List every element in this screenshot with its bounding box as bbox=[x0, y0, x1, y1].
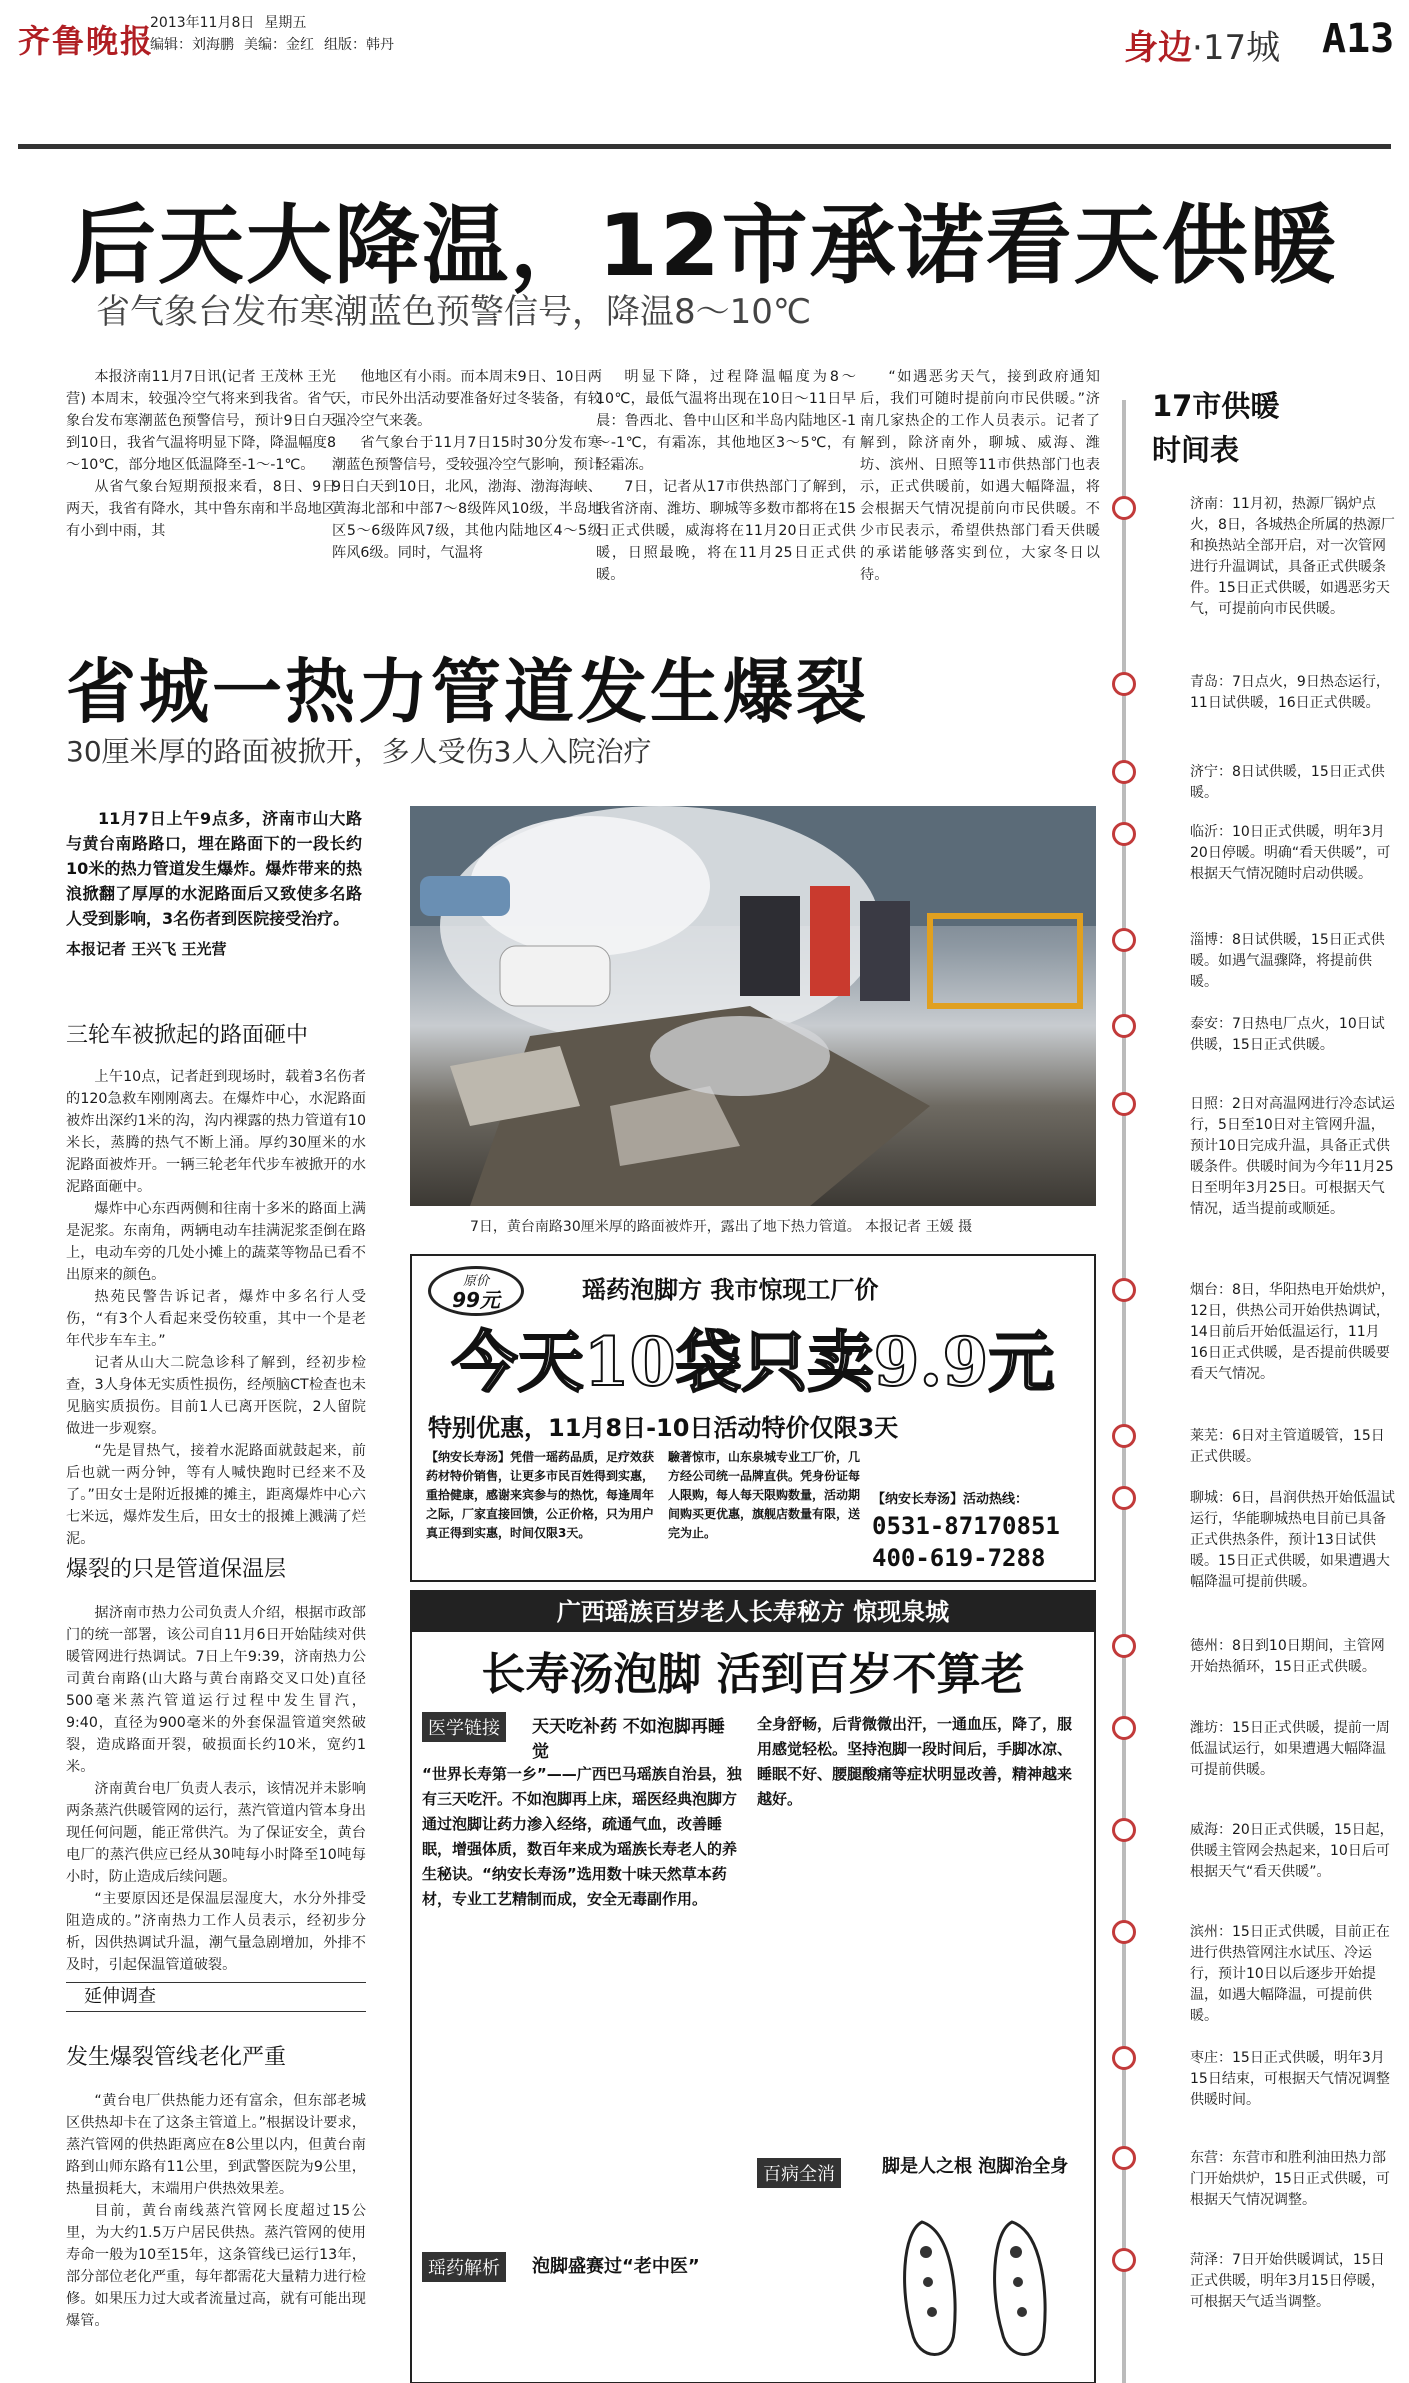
ad1-hotline-label: 【纳安长寿汤】活动热线： bbox=[872, 1492, 1029, 1507]
paragraph: 省气象台于11月7日15时30分发布寒潮蓝色预警信号，受较强冷空气影响，预计9日白天到10日，北风，渤海、渤海海峡、黄海北部和中部7～8级阵风10级，半岛地区5～6级阵风7级，其他内陆地区4～5级阵风6级。同时，气温将 bbox=[332, 435, 602, 561]
photo-scene bbox=[410, 806, 1096, 1206]
timeline-rail bbox=[1122, 400, 1126, 2383]
timeline-dot bbox=[1112, 672, 1136, 696]
paragraph: 热苑民警告诉记者，爆炸中多名行人受伤，“有3个人看起来受伤较重，其中一个是老年代步车车主。” bbox=[66, 1289, 366, 1349]
timeline-entry-dongying: 东营：东营市和胜利油田热力部门开始烘炉，15日正式供暖，可根据天气情况调整。 bbox=[1190, 2150, 1390, 2208]
timeline-dot bbox=[1112, 1278, 1136, 1302]
story1-column-4 bbox=[860, 366, 1100, 586]
newspaper-logo: 齐鲁晚报 bbox=[18, 22, 155, 60]
paragraph: “主要原因还是保温层湿度大，水分外排受阻造成的。”济南热力工作人员表示，经初步分析，因供热调试升温，潮气量急剧增加，外排不及时，引起保温管道破裂。 bbox=[66, 1891, 366, 1973]
timeline-entry-rizhao: 日照：2日对高温网进行冷态试运行，5日至10日对主管网升温，预计10日完成升温，具备正式供暖条件。供暖时间为今年11月25日至明年3月25日。可根据天气情况，适当提前或顺延。 bbox=[1190, 1096, 1395, 1217]
foot-icon bbox=[882, 2212, 1082, 2372]
story1-column-3 bbox=[596, 366, 856, 586]
timeline-dot bbox=[1112, 1634, 1136, 1658]
timeline-entry-jinan: 济南：11月初，热源厂锅炉点火，8日，各城热企所属的热源厂和换热站全部开启，对一次管网进行升温调试，具备正式供暖条件。15日正式供暖，如遇恶劣天气，可提前向市民供暖。 bbox=[1190, 496, 1395, 617]
paragraph: 他地区有小雨。而本周末9日、10日两天，市民外出活动要准备好过冬装备，有较强冷空气来袭。 bbox=[332, 369, 602, 429]
timeline-entry-laiwu: 莱芜：6日对主管道暖管，15日正式供暖。 bbox=[1190, 1428, 1385, 1465]
ad2-tag-analysis: 瑶药解析 bbox=[422, 2252, 506, 2282]
timeline-entry-zaozhuang: 枣庄：15日正式供暖，明年3月15日结束，可根据天气情况调整供暖时间。 bbox=[1190, 2050, 1390, 2108]
story1-subtitle: 省气象台发布寒潮蓝色预警信号，降温8～10℃ bbox=[96, 292, 812, 332]
timeline-dot bbox=[1112, 1092, 1136, 1116]
section-separator: · bbox=[1192, 28, 1203, 68]
story2-headline: 省城一热力管道发生爆裂 bbox=[66, 651, 869, 733]
story1-column-1 bbox=[66, 366, 336, 542]
paragraph: 7日，记者从17市供热部门了解到，我省济南、潍坊、聊城等多数市都将在15日正式供暖，威海将在11月20日正式供暖，日照最晚，将在11月25日正式供暖。 bbox=[596, 479, 856, 583]
subhead-tricycle: 三轮车被掀起的路面砸中 bbox=[66, 1023, 309, 1048]
story2-body-1 bbox=[66, 1066, 366, 1550]
ad1-brand-line: 瑶药泡脚方 我市惊现工厂价 bbox=[582, 1276, 879, 1304]
paragraph: “如遇恶劣天气，接到政府通知后，我们可随时提前向市民供暖。”济南几家热企的工作人员表示。记者了解到，除济南外，聊城、威海、潍坊、滨州、日照等11市供热部门也表示，正式供暖前，如遇大幅降温，将会根据天气情况提前向市民供暖。不少市民表示，希望供热部门看天供暖的承诺能够落实到位，大家冬日以待。 bbox=[860, 369, 1100, 583]
timeline-dot bbox=[1112, 496, 1136, 520]
ad1-text-mid: 驗著惊市，山东泉城专业工厂价，几方经公司统一品牌直供。凭身份证每人限购，每人每天限购数量，活动期间购买更优惠，旗舰店数量有限，送完为止。 bbox=[668, 1450, 861, 1540]
issue-weekday: 星期五 bbox=[264, 15, 307, 31]
masthead-rule bbox=[18, 144, 1391, 149]
story2-body-3 bbox=[66, 2090, 366, 2332]
story2-body-2 bbox=[66, 1602, 366, 1976]
art-credit: 美编：金红 bbox=[244, 37, 314, 53]
layout-credit: 组版：韩丹 bbox=[324, 37, 394, 53]
paragraph: 记者从山大二院急诊科了解到，经初步检查，3人身体无实质性损伤，经颅脑CT检查也未见脑实质损伤。目前1人已离开医院，2人留院做进一步观察。 bbox=[66, 1355, 366, 1437]
ad1-phone-1: 0531-87170851 bbox=[872, 1512, 1060, 1540]
story2-byline: 本报记者 王兴飞 王光营 bbox=[66, 940, 227, 958]
section-label bbox=[1124, 20, 1280, 69]
timeline-entry-jining: 济宁：8日试供暖，15日正式供暖。 bbox=[1190, 764, 1385, 801]
ad2-kicker: 广西瑶族百岁老人长寿秘方 惊现泉城 bbox=[412, 1592, 1094, 1632]
timeline-dot bbox=[1112, 1424, 1136, 1448]
timeline-entry-binzhou: 滨州：15日正式供暖，目前正在进行供热管网注水试压、冷运行，预计10日以后逐步开始提温，如遇大幅降温，可提前供暖。 bbox=[1190, 1924, 1390, 2024]
timeline-entry-dezhou: 德州：8日到10日期间，主管网开始热循环，15日正式供暖。 bbox=[1190, 1638, 1385, 1675]
timeline-entry-linyi: 临沂：10日正式供暖，明年3月20日停暖。明确“看天供暖”，可根据天气情况随时启动供暖。 bbox=[1190, 824, 1391, 882]
timeline-dot bbox=[1112, 1818, 1136, 1842]
advertisement-longevity-soup bbox=[410, 1590, 1096, 2383]
paragraph: “黄台电厂供热能力还有富余，但东部老城区供热却卡在了这条主管道上。”根据设计要求，蒸汽管网的供热距离应在8公里以内，但黄台南路到山师东路有11公里，到武警医院为9公里，热量损耗大，末端用户供热效果差。 bbox=[66, 2093, 366, 2197]
ad2-tag-analysis-text: 泡脚盛赛过“老中医” bbox=[532, 2256, 700, 2277]
follow-up-label: 延伸调查 bbox=[66, 1982, 366, 2012]
ad1-text-left: 【纳安长寿汤】凭借一瑶药品质，足疗效获药材特价销售，让更多市民百姓得到实惠，重拾健康，感谢来宾参与的热忱，每逢周年之际，厂家直接回馈，公正价格，只为用户真正得到实惠，时间仅限3天。 bbox=[426, 1450, 655, 1540]
editor-credit: 编辑：刘海鹏 bbox=[150, 37, 234, 53]
issue-meta bbox=[150, 12, 404, 56]
timeline-dot bbox=[1112, 1920, 1136, 1944]
paragraph: 爆炸中心东西两侧和往南十多米的路面上满是泥浆。东南角，两辆电动车挂满泥浆歪倒在路上，电动车旁的几处小摊上的蔬菜等物品已看不出原来的颜色。 bbox=[66, 1201, 366, 1283]
ad2-body-right: 全身舒畅，后背微微出汗，一通血压，降了，服用感觉轻松。坚持泡脚一段时间后，手脚冰凉、睡眠不好、腰腿酸痛等症状明显改善，精神越来越好。 bbox=[757, 1715, 1073, 1808]
timeline-entry-taian: 泰安：7日热电厂点火，10日试供暖，15日正式供暖。 bbox=[1190, 1016, 1385, 1053]
badge-label: 原价 bbox=[462, 1274, 489, 1289]
ad2-tag-medical-text: 天天吃补药 不如泡脚再睡觉 bbox=[532, 1717, 725, 1762]
paragraph: 目前，黄台南线蒸汽管网长度超过15公里，为大约1.5万户居民供热。蒸汽管网的使用寿命一般为10至15年，这条管线已运行13年，部分部位老化严重，每年都需花大量精力进行检修。如果压力过大或者流量过高，就有可能出现爆管。 bbox=[66, 2203, 366, 2329]
timeline-dot bbox=[1112, 928, 1136, 952]
ad2-tag-cure-text: 脚是人之根 泡脚治全身 bbox=[882, 2156, 1069, 2177]
ad1-special-offer: 特别优惠，11月8日-10日活动特价仅限3天 bbox=[428, 1414, 899, 1442]
timeline-dot bbox=[1112, 822, 1136, 846]
paragraph: 本报济南11月7日讯(记者 王茂林 王光营) 本周末，较强冷空气将来到我省。省气象台发布寒潮蓝色预警信号，预计9日白天到10日，我省气温将明显下降，降温幅度8～10℃，部分地区低温降至-1～-1℃。 bbox=[66, 369, 336, 473]
subhead-aging-pipes: 发生爆裂管线老化严重 bbox=[66, 2045, 287, 2070]
foot-reflexology-chart bbox=[882, 2212, 1082, 2372]
paragraph: 上午10点，记者赶到现场时，载着3名伤者的120急救车刚刚离去。在爆炸中心，水泥路面被炸出深约1米的沟，沟内裸露的热力管道有10米长，蒸腾的热气不断上涌。厚约30厘米的水泥路面被炸开。一辆三轮老年代步车被掀开的水泥路面砸中。 bbox=[66, 1069, 366, 1195]
paragraph: 据济南市热力公司负责人介绍，根据市政部门的统一部署，该公司自11月6日开始陆续对供暖管网进行热调试。7日上午9:39，济南热力公司黄台南路(山大路与黄台南路交叉口处)直径500毫米蒸汽管道运行过程中发生冒汽，9:40，直径为900毫米的外套保温管道突然破裂，造成路面开裂，破损面长约10米，宽约1米。 bbox=[66, 1605, 366, 1775]
timeline-entry-heze: 菏泽：7日开始供暖调试，15日正式供暖，明年3月15日停暖，可根据天气适当调整。 bbox=[1190, 2252, 1385, 2310]
timeline-dot bbox=[1112, 2248, 1136, 2272]
timeline-dot bbox=[1112, 2146, 1136, 2170]
sidebar-title-line-2: 时间表 bbox=[1152, 433, 1240, 467]
news-photo bbox=[410, 806, 1096, 1206]
ad2-headline: 长寿汤泡脚 活到百岁不算老 bbox=[481, 1649, 1025, 1700]
sidebar-title bbox=[1152, 384, 1279, 472]
badge-price: 99元 bbox=[452, 1288, 500, 1312]
timeline-dot bbox=[1112, 1716, 1136, 1740]
timeline-dot bbox=[1112, 2046, 1136, 2070]
sidebar-title-line-1: 17市供暖 bbox=[1152, 389, 1280, 423]
paragraph: 从省气象台短期预报来看，8日、9日两天，我省有降水，其中鲁东南和半岛地区有小到中雨，其 bbox=[66, 479, 336, 539]
photo-caption: 7日，黄台南路30厘米厚的路面被炸开，露出了地下热力管道。 本报记者 王媛 摄 bbox=[470, 1219, 973, 1235]
advertisement-footbath-sale bbox=[410, 1254, 1096, 1582]
story1-headline: 后天大降温，12市承诺看天供暖 bbox=[70, 196, 1338, 296]
story2-lead bbox=[66, 806, 362, 962]
story1-column-2 bbox=[332, 366, 602, 564]
timeline-entry-yantai: 烟台：8日，华阳热电开始烘炉，12日，供热公司开始供热调试，14日前后开始低温运行，11月16日正式供暖，是否提前供暖要看天气情况。 bbox=[1190, 1282, 1395, 1382]
ad2-tag-medical: 医学链接 bbox=[422, 1712, 506, 1742]
issue-date: 2013年11月8日 bbox=[150, 15, 255, 31]
timeline-dot bbox=[1112, 1014, 1136, 1038]
ad2-body-left: “世界长寿第一乡”——广西巴马瑶族自治县，独有三天吃汗。不如泡脚再上床，瑶医经典泡脚方通过泡脚让药力渗入经络，疏通气血，改善睡眠，增强体质，数百年来成为瑶族长寿老人的养生秘诀。“纳安长寿汤”选用数十味天然草本药材，专业工艺精制而成，安全无毒副作用。 bbox=[422, 1765, 742, 1908]
timeline-entry-weifang: 潍坊：15日正式供暖，提前一周低温试运行，如果遭遇大幅降温可提前供暖。 bbox=[1190, 1720, 1390, 1778]
page-number: A13 bbox=[1322, 16, 1395, 62]
section-city: 17城 bbox=[1202, 28, 1281, 68]
timeline-entry-weihai: 威海：20日正式供暖，15日起，供暖主管网会热起来，10日后可根据天气“看天供暖”。 bbox=[1190, 1822, 1394, 1880]
subhead-insulation: 爆裂的只是管道保温层 bbox=[66, 1557, 287, 1582]
timeline-entry-zibo: 淄博：8日试供暖，15日正式供暖。如遇气温骤降，将提前供暖。 bbox=[1190, 932, 1385, 990]
timeline-dot bbox=[1112, 1486, 1136, 1510]
timeline-entry-qingdao: 青岛：7日点火，9日热态运行，11日试供暖，16日正式供暖。 bbox=[1190, 674, 1390, 711]
story2-subtitle: 30厘米厚的路面被掀开，多人受伤3人入院治疗 bbox=[66, 735, 652, 768]
paragraph: 明显下降，过程降温幅度为8～10℃，最低气温将出现在10日～11日早晨：鲁西北、鲁中山区和半岛内陆地区-1～-1℃，有霜冻，其他地区3～5℃，有轻霜冻。 bbox=[596, 369, 856, 473]
timeline-entry-liaocheng: 聊城：6日，昌润供热开始低温试运行，华能聊城热电目前已具备正式供热条件，预计13日试供暖。15日正式供暖，如果遭遇大幅降温可提前供暖。 bbox=[1190, 1490, 1395, 1590]
ad1-headline: 今天10袋只卖9.9元 bbox=[451, 1323, 1055, 1401]
paragraph: 济南黄台电厂负责人表示，该情况并未影响两条蒸汽供暖管网的运行，蒸汽管道内管本身出现任何问题，能正常供汽。为了保证安全，黄台电厂的蒸汽供应已经从30吨每小时降至10吨每小时，防止造成后续问题。 bbox=[66, 1781, 366, 1885]
paragraph: “先是冒热气，接着水泥路面就鼓起来，前后也就一两分钟，等有人喊快跑时已经来不及了。”田女士是附近报摊的摊主，距离爆炸中心六七米远，爆炸发生后，田女士的报摊上溅满了烂泥。 bbox=[66, 1443, 366, 1547]
price-badge bbox=[428, 1266, 524, 1316]
ad2-tag-cure: 百病全消 bbox=[757, 2158, 841, 2188]
lead-paragraph: 11月7日上午9点多，济南市山大路与黄台南路路口，埋在路面下的一段长约10米的热力管道发生爆炸。爆炸带来的热浪掀翻了厚厚的水泥路面后又致使多名路人受到影响，3名伤者到医院接受治疗。 bbox=[66, 809, 362, 928]
timeline-dot bbox=[1112, 760, 1136, 784]
ad1-phone-2: 400-619-7288 bbox=[872, 1544, 1046, 1572]
section-name: 身边 bbox=[1124, 28, 1192, 68]
